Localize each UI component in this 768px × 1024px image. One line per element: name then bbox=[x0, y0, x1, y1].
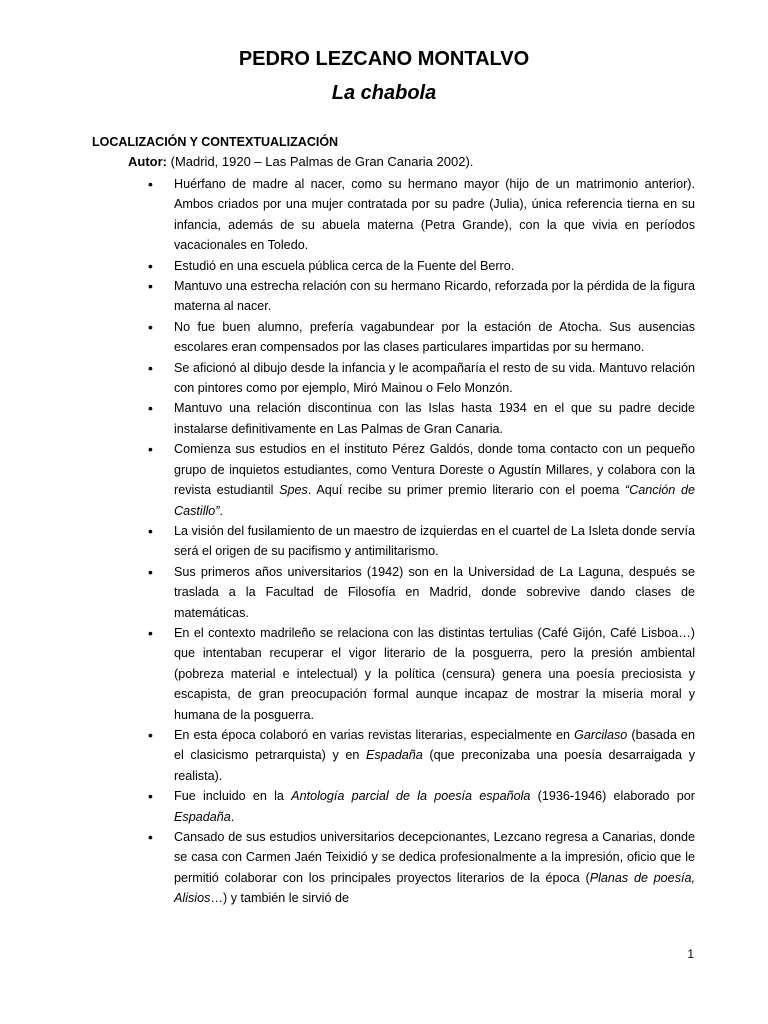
author-text: (Madrid, 1920 – Las Palmas de Gran Canaria 2002). bbox=[167, 154, 474, 169]
list-item-text: Mantuvo una estrecha relación con su hermano Ricardo, reforzada por la pérdida de la figura materna al nacer. bbox=[174, 279, 695, 314]
list-item-text: Antología parcial de la poesía española bbox=[291, 789, 531, 804]
list-item bbox=[128, 521, 695, 562]
page-subtitle: La chabola bbox=[331, 82, 437, 104]
list-item-text: Espadaña bbox=[174, 809, 231, 824]
list-item-text: Garcilaso bbox=[574, 727, 628, 742]
list-item bbox=[128, 439, 695, 521]
list-item bbox=[128, 256, 695, 276]
list-item-text: “Canción de Castillo” bbox=[174, 483, 695, 518]
list-item-text: Spes bbox=[279, 483, 308, 498]
author-line bbox=[128, 153, 473, 171]
list-item-text: . bbox=[230, 809, 235, 824]
list-item bbox=[128, 317, 695, 358]
list-item bbox=[128, 786, 695, 827]
list-item-text: …) y también le sirvió de bbox=[210, 891, 349, 906]
list-item-text: Planas de poesía, Alisios bbox=[174, 870, 695, 906]
list-item-text: Fue incluido en la bbox=[174, 789, 292, 804]
section-heading: LOCALIZACIÓN Y CONTEXTUALIZACIÓN bbox=[92, 135, 339, 149]
bullet-list bbox=[128, 174, 695, 909]
list-item-text: En el contexto madrileño se relaciona con las distintas tertulias (Café Gijón, Café Lisboa…) que intentaban recuperar el vigor literario de la posguerra, pero la presión ambiental (pobreza material e intelectual) y la política (censura) genera una poesía preciosista y escapista, de gran preocupación formal aunque incapaz de mostrar la miseria moral y humana de la posguerra. bbox=[174, 625, 695, 722]
author-label: Autor: bbox=[128, 154, 167, 169]
list-item bbox=[128, 623, 695, 725]
list-item bbox=[128, 358, 695, 399]
list-item-text: Mantuvo una relación discontinua con las Islas hasta 1934 en el que su padre decide instalarse definitivamente en Las Palmas de Gran Canaria. bbox=[174, 401, 695, 436]
list-item-text: Sus primeros años universitarios (1942) son en la Universidad de La Laguna, después se traslada a la Facultad de Filosofía en Madrid, donde sobrevive dando clases de matemáticas. bbox=[174, 564, 695, 620]
list-item-text: Estudió en una escuela pública cerca de la Fuente del Berro. bbox=[174, 258, 515, 273]
list-item-text: Espadaña bbox=[366, 748, 423, 763]
list-item-text: No fue buen alumno, prefería vagabundear por la estación de Atocha. Sus ausencias escolares eran compensados por las clases particulares impartidas por su hermano. bbox=[174, 319, 695, 355]
list-item bbox=[128, 276, 695, 317]
list-item bbox=[128, 562, 695, 623]
page-number: 1 bbox=[687, 947, 694, 961]
list-item bbox=[128, 398, 695, 439]
list-item-text: La visión del fusilamiento de un maestro de izquierdas en el cuartel de La Isleta donde servía será el origen de su pacifismo y antimilitarismo. bbox=[174, 523, 695, 559]
list-item-text: . bbox=[219, 503, 223, 518]
list-item-text: (que preconizaba una poesía desarraigada y realista). bbox=[174, 748, 695, 783]
list-item bbox=[128, 827, 695, 909]
list-item-text: Huérfano de madre al nacer, como su hermano mayor (hijo de un matrimonio anterior). Ambos criados por una mujer contratada por su padre (Julia), única referencia tierna en su infancia, además de su abuela materna (Petra Grande), con la que vivia en períodos vacacionales en Toledo. bbox=[174, 177, 695, 253]
list-item bbox=[128, 174, 695, 256]
page-title: PEDRO LEZCANO MONTALVO bbox=[238, 48, 530, 70]
list-item-text: Comienza sus estudios en el instituto Pérez Galdós, donde toma contacto con un pequeño grupo de inquietos estudiantes, como Ventura Doreste o Agustín Millares, y colabora con la revista estudiantil bbox=[174, 442, 695, 498]
list-item bbox=[128, 725, 695, 786]
list-item-text: Se aficionó al dibujo desde la infancia y le acompañaría el resto de su vida. Mantuvo relación con pintores como por ejemplo, Miró Mainou o Felo Monzón. bbox=[174, 360, 695, 396]
list-item-text: Cansado de sus estudios universitarios decepcionantes, Lezcano regresa a Canarias, donde se casa con Carmen Jaén Teixidió y se dedica profesionalmente a la impresión, oficio que le permitió colaborar con los principales proyectos literarios de la época ( bbox=[174, 830, 695, 885]
list-item-text: En esta época colaboró en varias revistas literarias, especialmente en bbox=[174, 727, 575, 742]
list-item-text: . Aquí recibe su primer premio literario con el poema bbox=[307, 483, 625, 498]
list-item-text: (1936-1946) elaborado por bbox=[530, 789, 695, 804]
list-item-text: (basada en el clasicismo petrarquista) y en bbox=[174, 727, 695, 763]
